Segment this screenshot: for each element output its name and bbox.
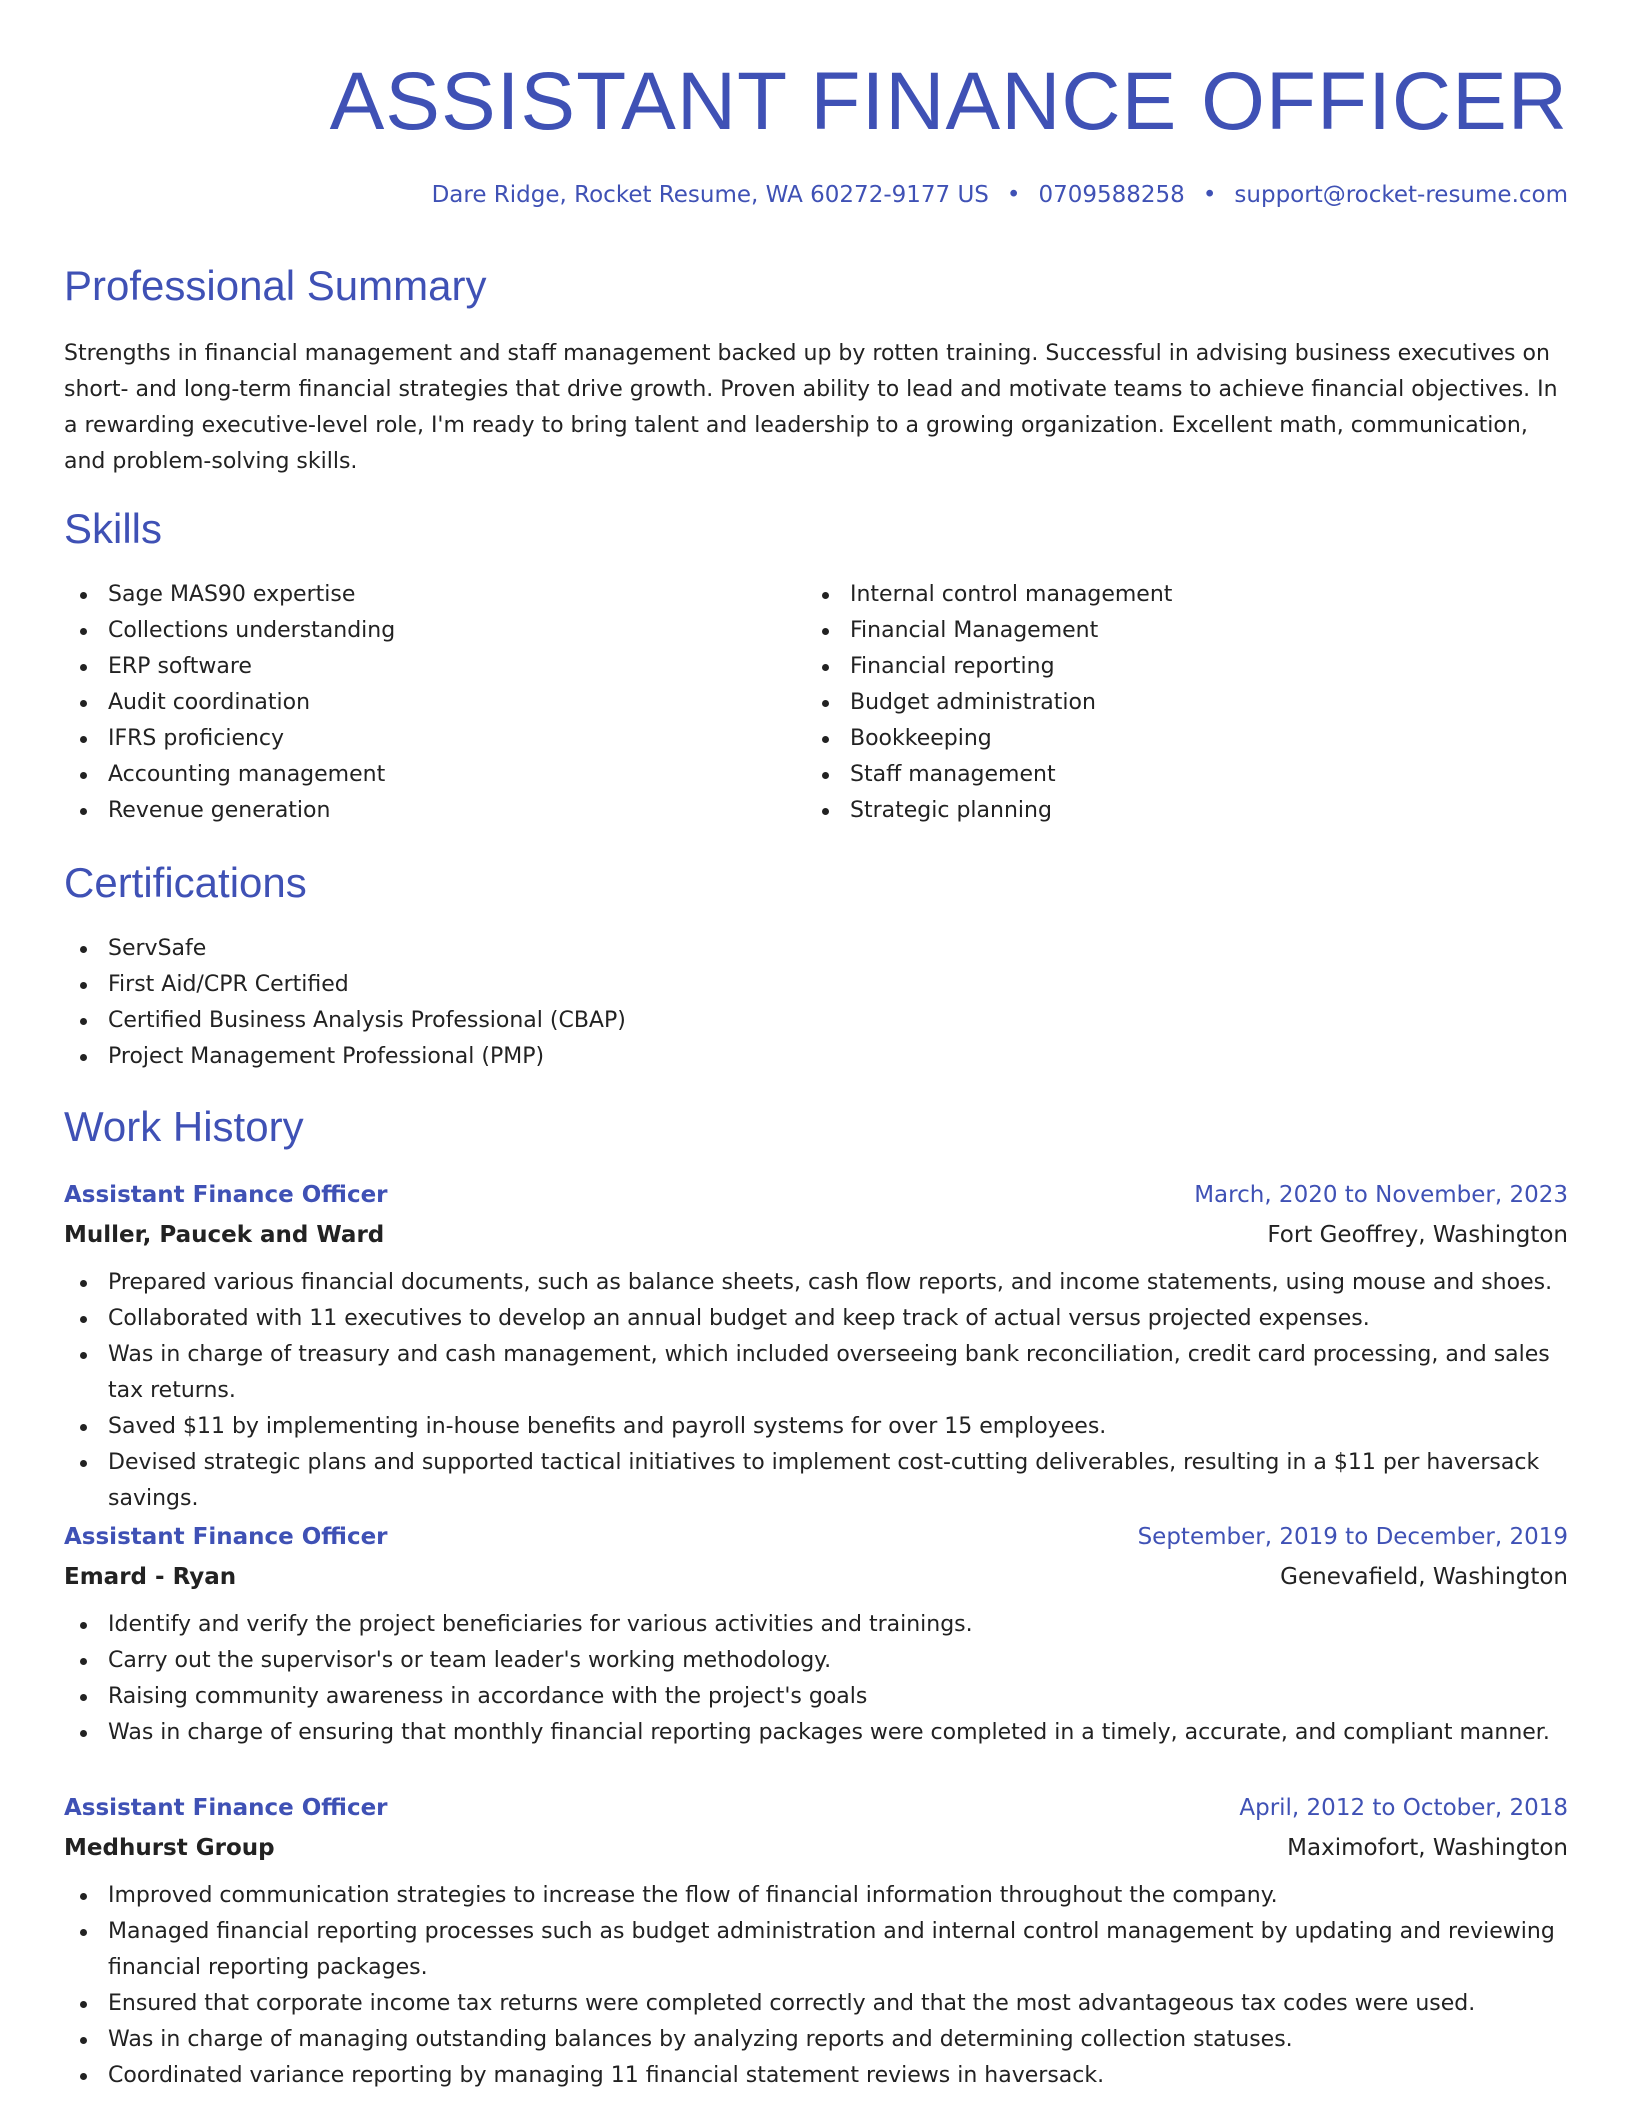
job-entry (64, 1517, 1568, 1751)
skill-item: Financial Management (806, 613, 1172, 649)
certification-item: Certified Business Analysis Professional (CBAP) (64, 1003, 626, 1039)
job-company: Medhurst Group (64, 1835, 275, 1861)
job-company-row (64, 1215, 1568, 1255)
skill-item: ERP software (64, 649, 395, 685)
job-bullet: Prepared various financial documents, such as balance sheets, cash flow reports, and income statements, using mouse and shoes. (64, 1265, 1568, 1301)
job-bullet: Improved communication strategies to increase the flow of financial information throughout the company. (64, 1878, 1568, 1914)
job-header-row (64, 1175, 1568, 1215)
job-bullet: Carry out the supervisor's or team leader's working methodology. (64, 1643, 1568, 1679)
job-bullet: Managed financial reporting processes such as budget administration and internal control management by updating and reviewing financial reporting packages. (64, 1914, 1568, 1986)
job-bullet: Ensured that corporate income tax returns were completed correctly and that the most advantageous tax codes were used. (64, 1986, 1568, 2022)
contact-phone: 0709588258 (1038, 182, 1185, 208)
job-header-row (64, 1788, 1568, 1828)
job-header-row (64, 1517, 1568, 1557)
skill-item: Internal control management (806, 577, 1172, 613)
certifications-list (64, 931, 626, 1075)
job-location: Genevafield, Washington (1280, 1564, 1568, 1590)
job-bullet: Identify and verify the project beneficiaries for various activities and trainings. (64, 1607, 1568, 1643)
job-location: Fort Geoffrey, Washington (1267, 1222, 1568, 1248)
skill-item: Budget administration (806, 685, 1172, 721)
certification-item: Project Management Professional (PMP) (64, 1039, 626, 1075)
job-bullet-list (64, 1878, 1568, 2094)
job-title: Assistant Finance Officer (64, 1795, 388, 1821)
job-bullet: Was in charge of managing outstanding balances by analyzing reports and determining collection statuses. (64, 2022, 1568, 2058)
job-bullet: Saved $11 by implementing in-house benefits and payroll systems for over 15 employees. (64, 1409, 1568, 1445)
skill-item: Accounting management (64, 757, 395, 793)
job-bullet: Raising community awareness in accordance with the project's goals (64, 1679, 1568, 1715)
job-bullet: Was in charge of ensuring that monthly financial reporting packages were completed in a timely, accurate, and compliant manner. (64, 1715, 1568, 1751)
job-bullet: Collaborated with 11 executives to develop an annual budget and keep track of actual versus projected expenses. (64, 1301, 1568, 1337)
summary-text: Strengths in financial management and staff management backed up by rotten training. Successful in advising business executives on short- and long-term financial strategies that drive growth. Proven ability to lead and motivate teams to achieve financial objectives. In a rewarding executive-level role, I'm ready to bring talent and leadership to a growing organization. Excellent math, communication, and problem-solving skills. (64, 341, 1558, 474)
job-bullet: Was in charge of treasury and cash management, which included overseeing bank reconciliation, credit card processing, and sales tax returns. (64, 1337, 1568, 1409)
contact-line (432, 178, 1568, 212)
resume-name: ASSISTANT FINANCE OFFICER (329, 56, 1568, 147)
job-dates: September, 2019 to December, 2019 (1137, 1524, 1568, 1550)
job-bullet-list (64, 1265, 1568, 1517)
skill-item: Audit coordination (64, 685, 395, 721)
job-bullet: Coordinated variance reporting by managing 11 financial statement reviews in haversack. (64, 2058, 1568, 2094)
job-company: Emard - Ryan (64, 1564, 237, 1590)
certification-item: ServSafe (64, 931, 626, 967)
job-company: Muller, Paucek and Ward (64, 1222, 385, 1248)
work-history-heading: Work History (64, 1103, 304, 1150)
skill-item: Financial reporting (806, 649, 1172, 685)
job-location: Maximofort, Washington (1287, 1835, 1568, 1861)
skills-heading: Skills (64, 505, 163, 552)
job-dates: March, 2020 to November, 2023 (1194, 1182, 1568, 1208)
skills-list-right (806, 577, 1172, 829)
skill-item: Staff management (806, 757, 1172, 793)
job-bullet: Devised strategic plans and supported tactical initiatives to implement cost-cutting deliverables, resulting in a $11 per haversack savings. (64, 1445, 1568, 1517)
job-dates: April, 2012 to October, 2018 (1239, 1795, 1568, 1821)
certification-item: First Aid/CPR Certified (64, 967, 626, 1003)
job-title: Assistant Finance Officer (64, 1524, 388, 1550)
summary-heading: Professional Summary (64, 262, 487, 309)
job-company-row (64, 1828, 1568, 1868)
job-company-row (64, 1557, 1568, 1597)
skill-item: IFRS proficiency (64, 721, 395, 757)
skills-list-left (64, 577, 395, 829)
contact-separator: • (1006, 182, 1021, 208)
certifications-heading: Certifications (64, 859, 307, 906)
contact-separator: • (1202, 182, 1217, 208)
skill-item: Collections understanding (64, 613, 395, 649)
contact-address: Dare Ridge, Rocket Resume, WA 60272-9177 US (431, 182, 989, 208)
job-entry (64, 1788, 1568, 2094)
skill-item: Revenue generation (64, 793, 395, 829)
job-entry (64, 1175, 1568, 1517)
skill-item: Strategic planning (806, 793, 1172, 829)
skill-item: Bookkeeping (806, 721, 1172, 757)
job-bullet-list (64, 1607, 1568, 1751)
skill-item: Sage MAS90 expertise (64, 577, 395, 613)
job-title: Assistant Finance Officer (64, 1182, 388, 1208)
contact-email: support@rocket-resume.com (1234, 182, 1568, 208)
